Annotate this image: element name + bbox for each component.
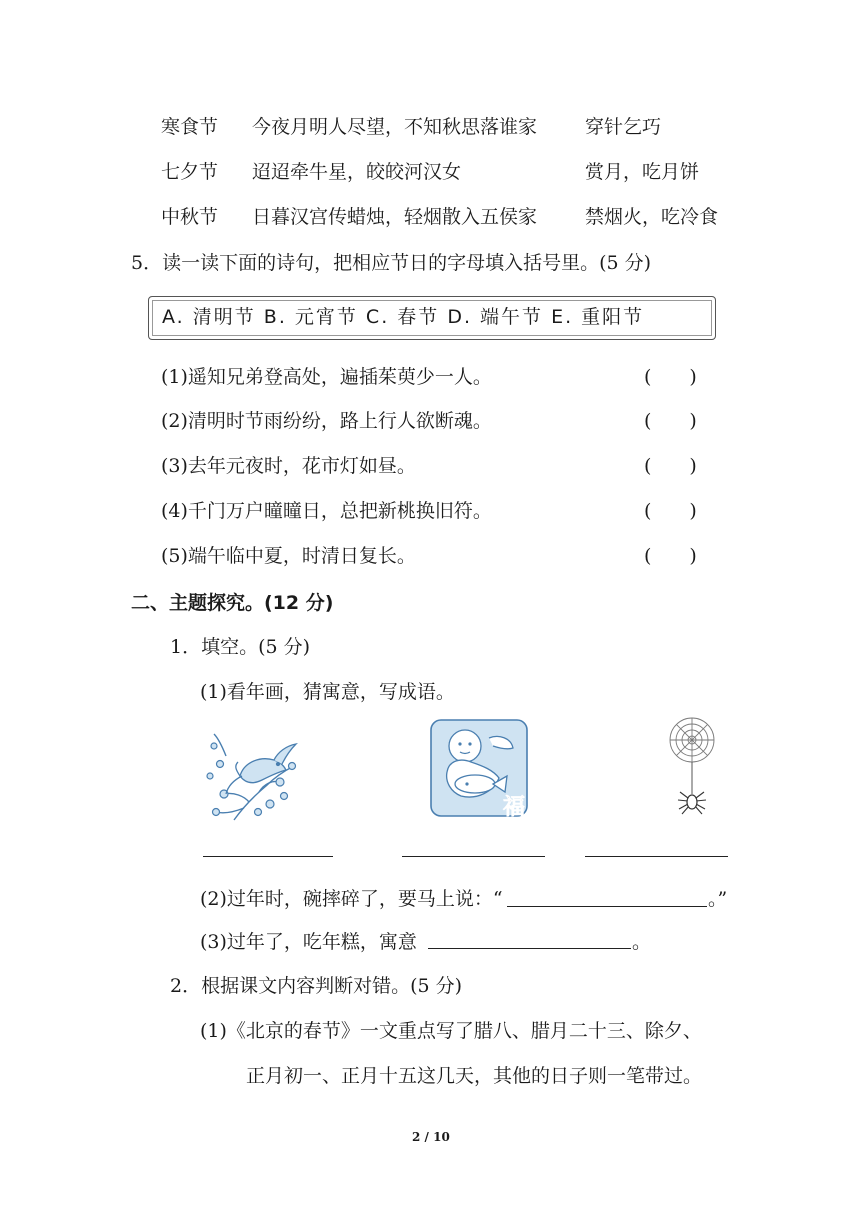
- q1-sub2-prefix: (2)过年时，碗摔碎了，要马上说：“: [200, 888, 503, 910]
- magpie-plum-illustration: [204, 716, 300, 824]
- fu-character: 福: [503, 795, 526, 820]
- matching-poem-1: 今夜月明人尽望，不知秋思落谁家: [252, 116, 538, 138]
- q5-item-4: (4)千门万户曈曈日，总把新桃换旧符。: [161, 500, 492, 522]
- q1-sub2-suffix: 。”: [708, 888, 728, 910]
- q5-item-3: (3)去年元夜时，花市灯如昼。: [161, 455, 416, 477]
- q5-answer-bracket-1[interactable]: ( ): [644, 366, 697, 388]
- matching-custom-2: 赏月，吃月饼: [585, 161, 700, 183]
- q1-sub3-prefix: (3)过年了，吃年糕，寓意: [200, 931, 417, 953]
- section2-title: 二、主题探究。(12 分): [131, 592, 334, 614]
- q5-answer-bracket-3[interactable]: ( ): [644, 455, 697, 477]
- q1-sub1: (1)看年画，猜寓意，写成语。: [200, 681, 455, 703]
- matching-festival-2: 七夕节: [161, 161, 219, 183]
- q1-title: 1．填空。(5 分): [170, 636, 311, 658]
- q5-answer-bracket-5[interactable]: ( ): [644, 545, 697, 567]
- idiom-answer-line-3[interactable]: [585, 856, 728, 857]
- q2-item1-line1: (1)《北京的春节》一文重点写了腊八、腊月二十三、除夕、: [200, 1020, 702, 1042]
- options-text: A. 清明节 B. 元宵节 C. 春节 D. 端午节 E. 重阳节: [162, 306, 645, 328]
- q5-item-5: (5)端午临中夏，时清日复长。: [161, 545, 416, 567]
- matching-custom-1: 穿针乞巧: [585, 116, 662, 138]
- sub3-answer-line[interactable]: [428, 948, 631, 949]
- matching-poem-2: 迢迢牵牛星，皎皎河汉女: [252, 161, 462, 183]
- idiom-answer-line-2[interactable]: [402, 856, 545, 857]
- sub2-answer-line[interactable]: [507, 906, 707, 907]
- matching-festival-3: 中秋节: [161, 206, 219, 228]
- child-fish-fu-illustration: [427, 716, 531, 822]
- q5-answer-bracket-4[interactable]: ( ): [644, 500, 697, 522]
- page-number: 2 / 10: [412, 1130, 450, 1144]
- q2-item1-line2: 正月初一、正月十五这几天，其他的日子则一笔带过。: [246, 1065, 703, 1087]
- matching-custom-3: 禁烟火，吃冷食: [585, 206, 719, 228]
- q5-item-2: (2)清明时节雨纷纷，路上行人欲断魂。: [161, 410, 492, 432]
- q2-title: 2．根据课文内容判断对错。(5 分): [170, 975, 463, 997]
- q1-sub3-suffix: 。: [632, 931, 652, 953]
- matching-poem-3: 日暮汉宫传蜡烛，轻烟散入五侯家: [252, 206, 538, 228]
- q5-answer-bracket-2[interactable]: ( ): [644, 410, 697, 432]
- spider-web-illustration: [664, 714, 720, 822]
- q5-item-1: (1)遥知兄弟登高处，遍插茱萸少一人。: [161, 366, 492, 388]
- matching-festival-1: 寒食节: [161, 116, 219, 138]
- q5-title: 5．读一读下面的诗句，把相应节日的字母填入括号里。(5 分): [131, 252, 652, 274]
- idiom-answer-line-1[interactable]: [203, 856, 333, 857]
